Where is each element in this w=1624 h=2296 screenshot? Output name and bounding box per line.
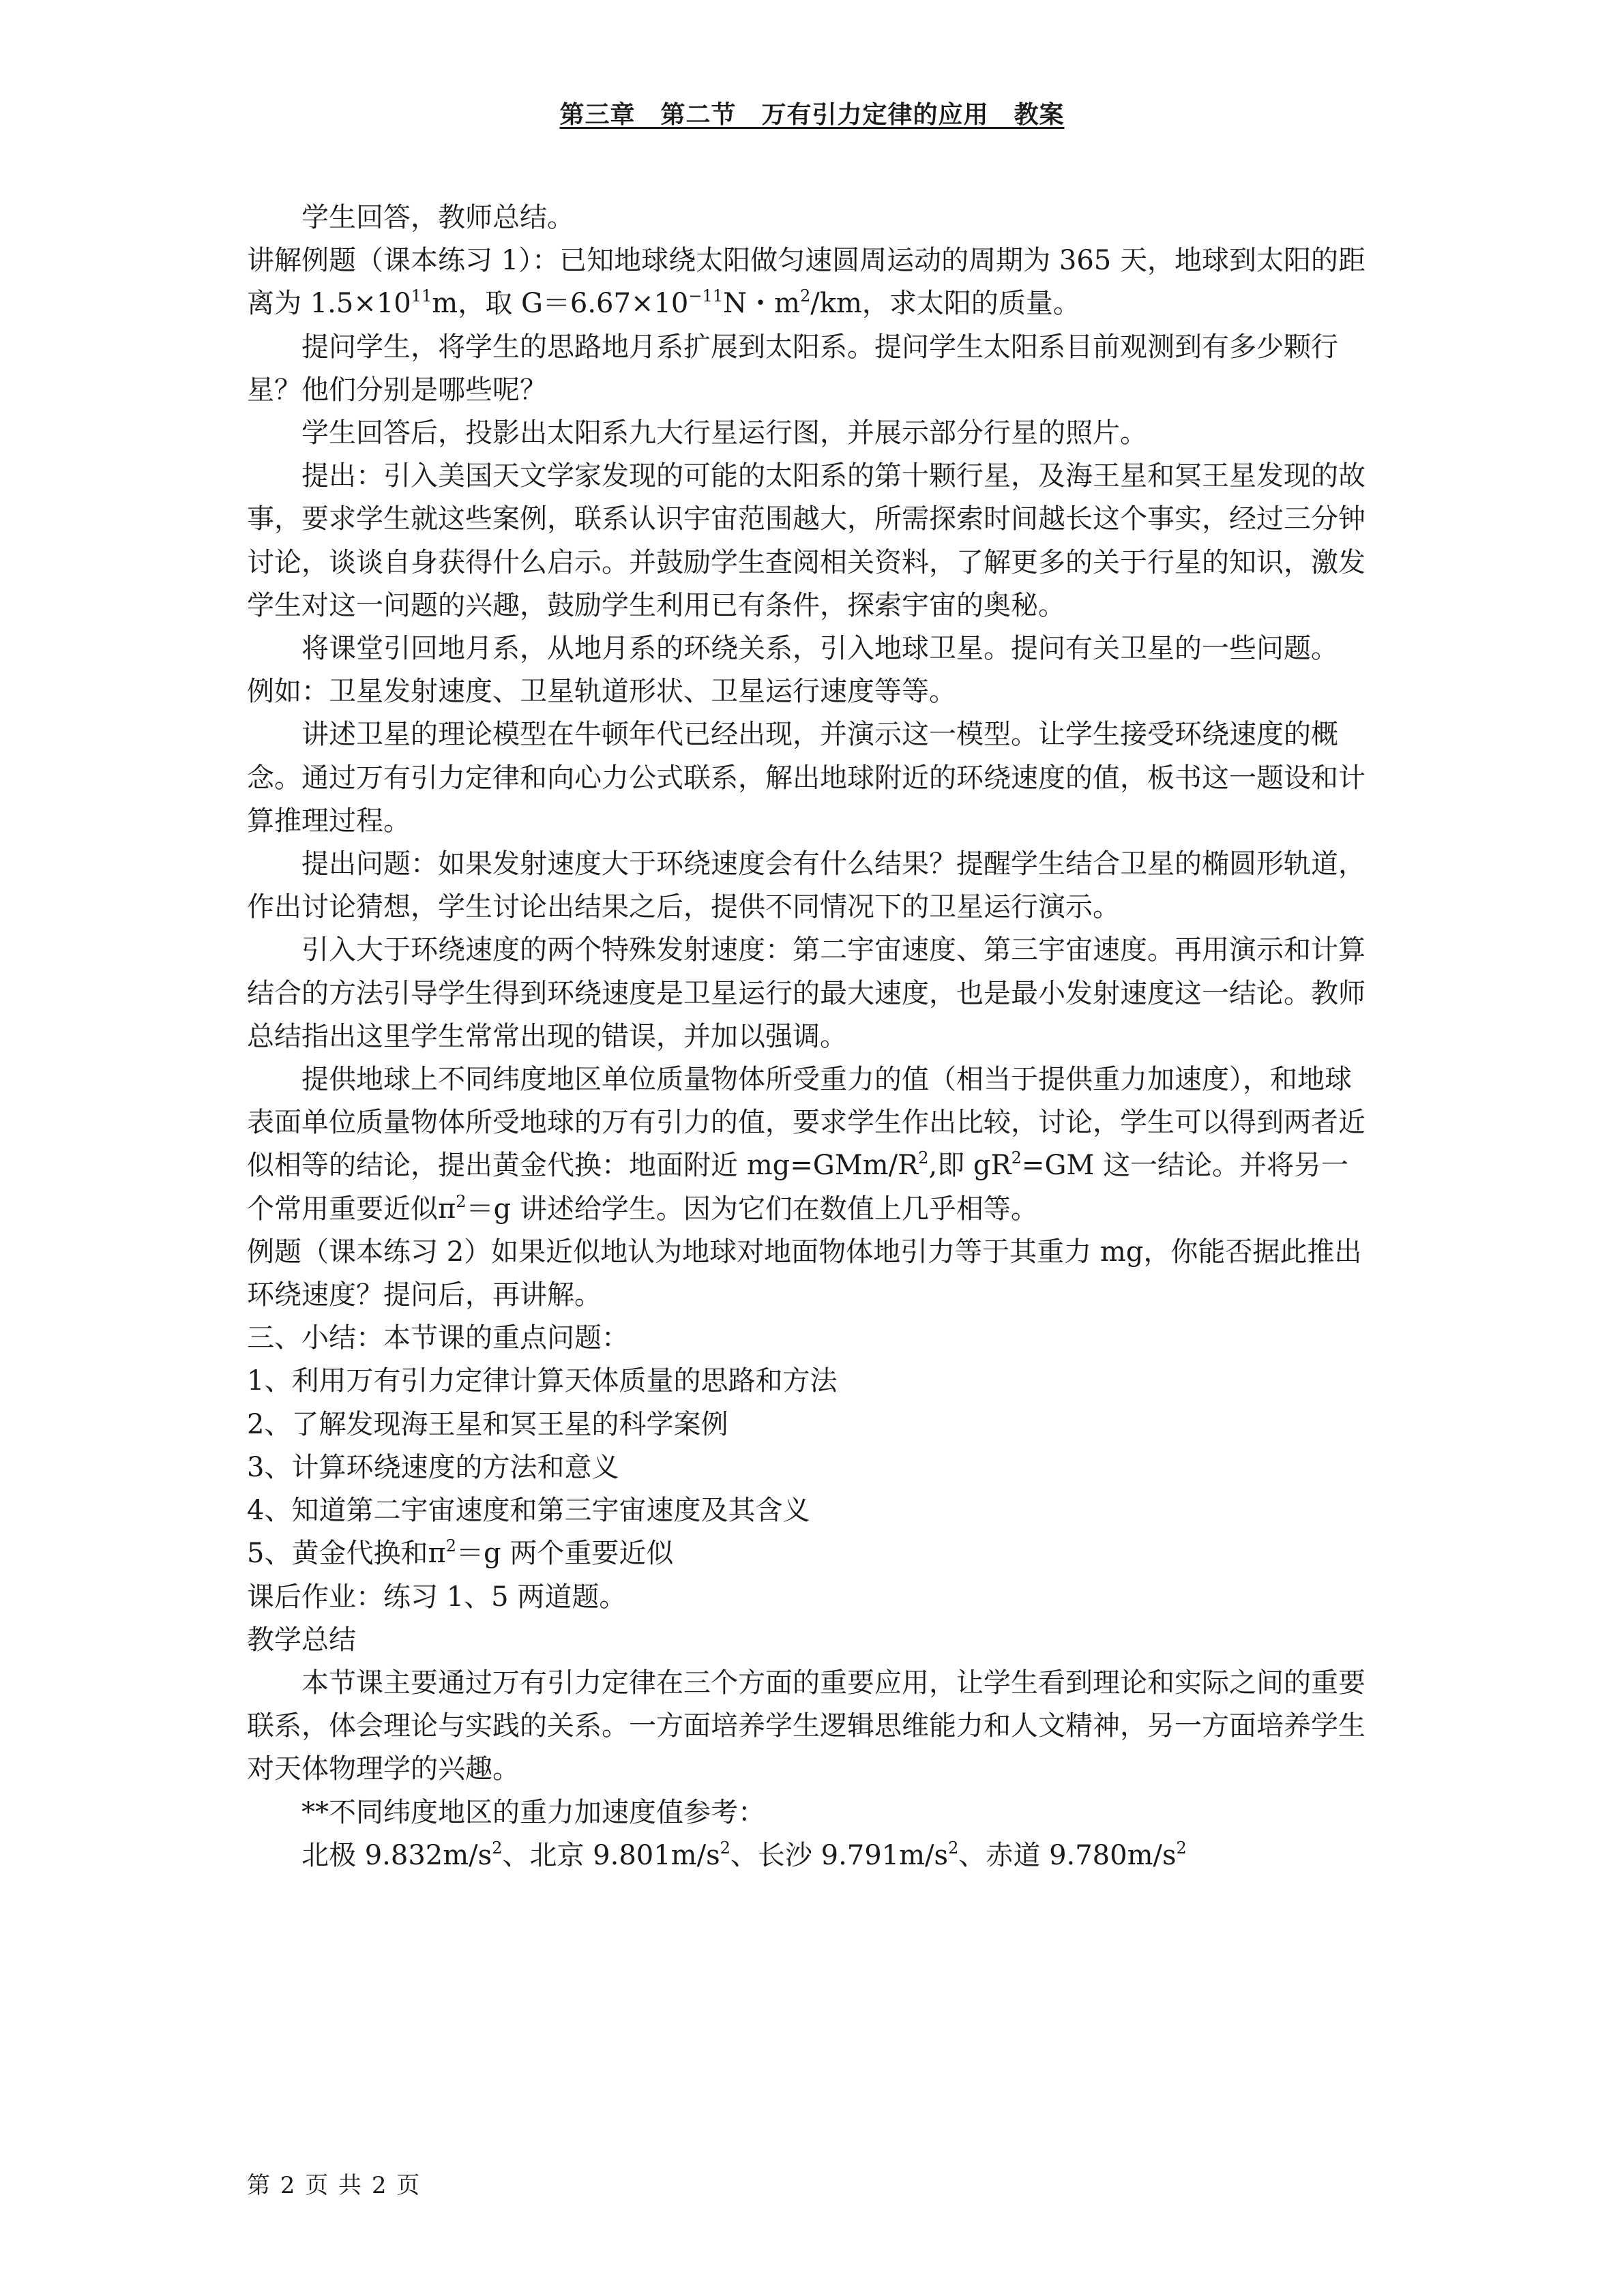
paragraph-text: 提出：引入美国天文学家发现的可能的太阳系的第十颗行星，及海王星和冥王星发现的故事，要求学生就这些案例，联系认识宇宙范围越大，所需探索时间越长这个事实，经过三分钟讨论，谈谈自身获得什么启示。并鼓励学生查阅相关资料，了解更多的关于行星的知识，激发学生对这一问题的兴趣，鼓励学生利用已有条件，探索宇宙的奥秘。 (247, 460, 1365, 621)
document-body (247, 196, 1372, 1877)
superscript: 2 (799, 286, 811, 306)
superscript: 11 (411, 286, 432, 306)
paragraph (247, 627, 1372, 670)
paragraph-text: 讲述卫星的理论模型在牛顿年代已经出现，并演示这一模型。让学生接受环绕速度的概念。通过万有引力定律和向心力公式联系，解出地球附近的环绕速度的值，板书这一题设和计算推理过程。 (247, 719, 1365, 837)
paragraph-text: 三、小结：本节课的重点问题： (247, 1322, 629, 1354)
paragraph-text: m，取 G＝6.67×10 (432, 288, 689, 320)
paragraph-text: 、北京 9.801m/s (502, 1839, 720, 1871)
paragraph (247, 1489, 1372, 1532)
paragraph-text: 1、利用万有引力定律计算天体质量的思路和方法 (247, 1365, 838, 1397)
paragraph (247, 455, 1372, 627)
paragraph (247, 1791, 1372, 1834)
paragraph (247, 1058, 1372, 1231)
paragraph-text: 课后作业：练习 1、5 两道题。 (247, 1581, 627, 1613)
paragraph (247, 1619, 1372, 1662)
superscript: 2 (948, 1838, 959, 1858)
paragraph-text: 学生回答，教师总结。 (301, 202, 574, 233)
paragraph-text: ＝g 两个重要近似 (456, 1538, 674, 1570)
paragraph (247, 670, 1372, 713)
paragraph-text: 4、知道第二宇宙速度和第三宇宙速度及其含义 (247, 1495, 810, 1527)
paragraph-text: ＝g 讲述给学生。因为它们在数值上几乎相等。 (466, 1193, 1038, 1225)
paragraph-text: 北极 9.832m/s (301, 1839, 492, 1871)
paragraph-text: 讲解例题（课本练习 1）：已知地球绕太阳做匀速圆周运动的周期为 365 天，地球到太阳的距离为 1.5×10 (247, 245, 1365, 320)
paragraph-text: ,即 gR (928, 1150, 1012, 1182)
paragraph-text: 、长沙 9.791m/s (730, 1839, 949, 1871)
paragraph (247, 1317, 1372, 1360)
superscript: 2 (1011, 1148, 1022, 1168)
paragraph (247, 239, 1372, 325)
paragraph-text: **不同纬度地区的重力加速度值参考： (301, 1796, 765, 1828)
page-title: 第三章 第二节 万有引力定律的应用 教案 (559, 100, 1065, 129)
paragraph (247, 1834, 1372, 1877)
paragraph (247, 1446, 1372, 1489)
paragraph (247, 843, 1372, 929)
paragraph-text: 例题（课本练习 2）如果近似地认为地球对地面物体地引力等于其重力 mg，你能否据此推出环绕速度？提问后，再讲解。 (247, 1236, 1362, 1311)
superscript: 2 (456, 1191, 467, 1211)
paragraph-text: 学生回答后，投影出太阳系九大行星运行图，并展示部分行星的照片。 (301, 417, 1147, 449)
paragraph-text: 提出问题：如果发射速度大于环绕速度会有什么结果？提醒学生结合卫星的椭圆形轨道，作出讨论猜想，学生讨论出结果之后，提供不同情况下的卫星运行演示。 (247, 848, 1365, 923)
paragraph-text: 提供地球上不同纬度地区单位质量物体所受重力的值（相当于提供重力加速度），和地球表面单位质量物体所受地球的万有引力的值，要求学生作出比较，讨论，学生可以得到两者近似相等的结论，提出黄金代换：地面附近 mg=GMm/R (247, 1064, 1365, 1182)
superscript: 2 (1176, 1838, 1187, 1858)
paragraph (247, 1532, 1372, 1575)
paragraph (247, 412, 1372, 455)
paragraph-text: 教学总结 (247, 1624, 356, 1656)
paragraph-text: 例如：卫星发射速度、卫星轨道形状、卫星运行速度等等。 (247, 676, 956, 708)
paragraph-text: /km，求太阳的质量。 (810, 288, 1080, 320)
superscript: 2 (445, 1536, 457, 1556)
paragraph-text: 提问学生，将学生的思路地月系扩展到太阳系。提问学生太阳系目前观测到有多少颗行星？他们分别是哪些呢？ (247, 331, 1338, 406)
paragraph (247, 196, 1372, 239)
paragraph-text: N・m (723, 288, 800, 320)
paragraph-text: 引入大于环绕速度的两个特殊发射速度：第二宇宙速度、第三宇宙速度。再用演示和计算结合的方法引导学生得到环绕速度是卫星运行的最大速度，也是最小发射速度这一结论。教师总结指出这里学生常常出现的错误，并加以强调。 (247, 934, 1365, 1052)
paragraph (247, 1403, 1372, 1446)
paragraph (247, 1662, 1372, 1791)
paragraph (247, 929, 1372, 1058)
paragraph-text: 、赤道 9.780m/s (958, 1839, 1177, 1871)
page-number-footer: 第 2 页 共 2 页 (247, 2172, 422, 2199)
superscript: −11 (688, 286, 724, 306)
paragraph (247, 1360, 1372, 1403)
paragraph (247, 1231, 1372, 1317)
paragraph-text: 5、黄金代换和π (247, 1538, 446, 1570)
paragraph (247, 326, 1372, 412)
paragraph (247, 1576, 1372, 1619)
superscript: 2 (918, 1148, 929, 1168)
paragraph (247, 713, 1372, 843)
paragraph-text: =GM 这一结论。并将另一个常用重要近似π (247, 1150, 1349, 1225)
paragraph-text: 将课堂引回地月系，从地月系的环绕关系，引入地球卫星。提问有关卫星的一些问题。 (301, 633, 1338, 665)
superscript: 2 (720, 1838, 730, 1858)
paragraph-text: 3、计算环绕速度的方法和意义 (247, 1451, 619, 1483)
paragraph-text: 2、了解发现海王星和冥王星的科学案例 (247, 1408, 728, 1440)
superscript: 2 (492, 1838, 503, 1858)
paragraph-text: 本节课主要通过万有引力定律在三个方面的重要应用，让学生看到理论和实际之间的重要联系，体会理论与实践的关系。一方面培养学生逻辑思维能力和人文精神，另一方面培养学生对天体物理学的兴趣。 (247, 1667, 1365, 1785)
